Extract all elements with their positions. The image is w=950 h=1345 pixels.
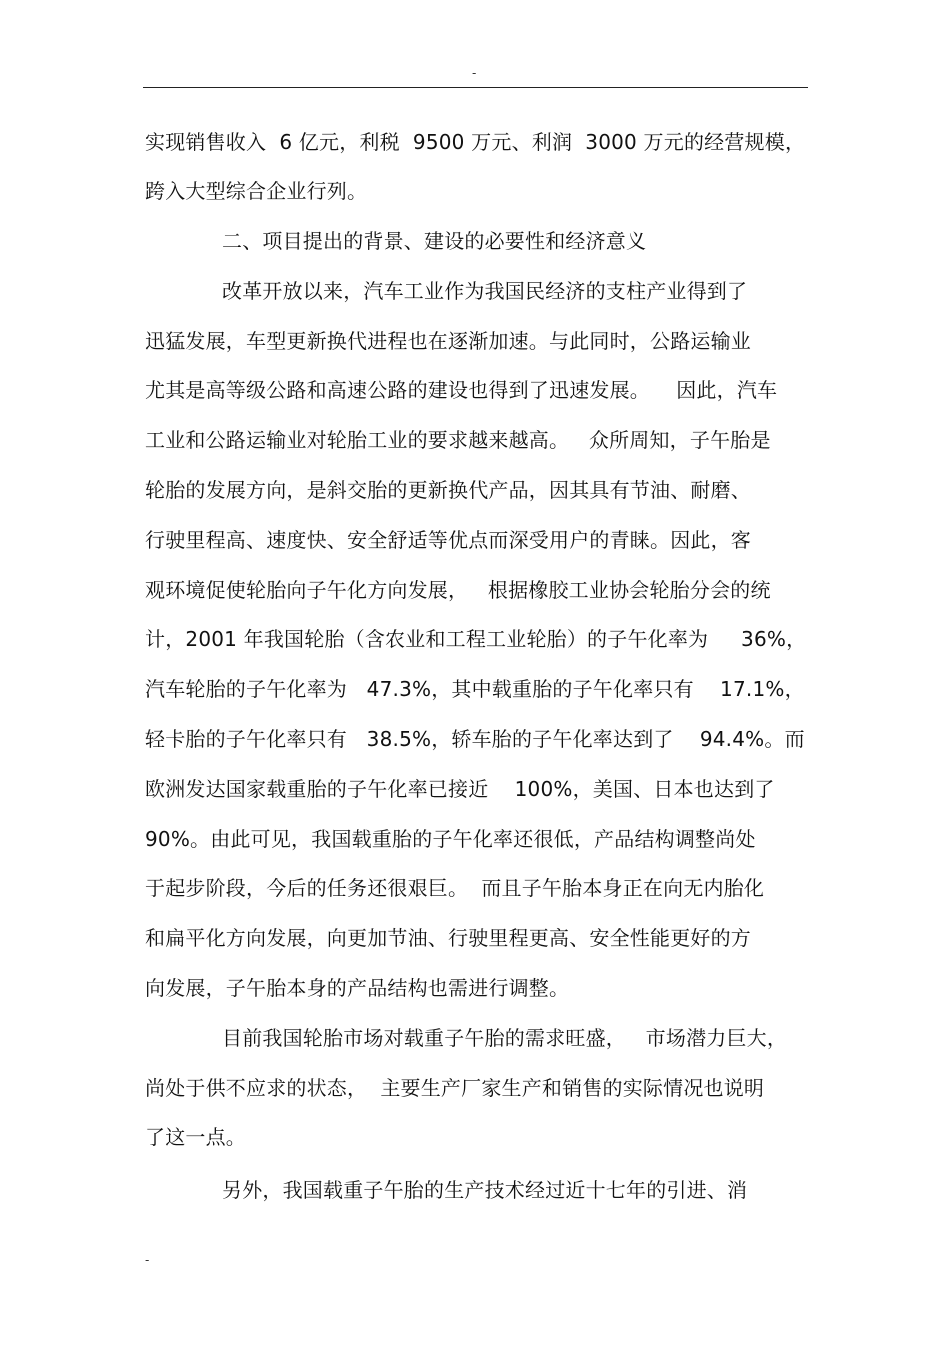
text-line: 于起步阶段，今后的任务还很艰巨。 而且子午胎本身正在向无内胎化: [145, 876, 765, 900]
text-line: 实现销售收入 6 亿元，利税 9500 万元、利润 3000 万元的经营规模，: [145, 130, 806, 154]
text-line: 向发展，子午胎本身的产品结构也需进行调整。: [145, 976, 570, 1000]
text-line: 了这一点。: [145, 1125, 246, 1149]
header-mark: -: [472, 66, 477, 80]
text-line: 另外，我国载重子午胎的生产技术经过近十七年的引进、消: [222, 1178, 748, 1202]
text-line: 轻卡胎的子午化率只有 38.5%，轿车胎的子午化率达到了 94.4%。而: [145, 727, 805, 751]
text-line: 目前我国轮胎市场对载重子午胎的需求旺盛， 市场潜力巨大，: [222, 1026, 788, 1050]
text-line: 改革开放以来，汽车工业作为我国民经济的支柱产业得到了: [222, 279, 748, 303]
text-line: 欧洲发达国家载重胎的子午化率已接近 100%，美国、日本也达到了: [145, 777, 775, 801]
text-line: 90%。由此可见，我国载重胎的子午化率还很低，产品结构调整尚处: [145, 827, 756, 851]
text-line: 计，2001 年我国轮胎（含农业和工程工业轮胎）的子午化率为 36%，: [145, 627, 807, 651]
text-line: 汽车轮胎的子午化率为 47.3%，其中载重胎的子午化率只有 17.1%，: [145, 677, 805, 701]
text-line: 和扁平化方向发展，向更加节油、行驶里程更高、安全性能更好的方: [145, 926, 751, 950]
text-line: 工业和公路运输业对轮胎工业的要求越来越高。 众所周知，子午胎是: [145, 428, 771, 452]
header-rule: [143, 87, 808, 88]
text-line: 尤其是高等级公路和高速公路的建设也得到了迅速发展。 因此，汽车: [145, 378, 778, 402]
footer-mark: -: [145, 1253, 150, 1267]
text-line: 行驶里程高、速度快、安全舒适等优点而深受用户的青睐。因此，客: [145, 528, 751, 552]
section-heading: 二、项目提出的背景、建设的必要性和经济意义: [222, 229, 647, 253]
text-line: 观环境促使轮胎向子午化方向发展， 根据橡胶工业协会轮胎分会的统: [145, 578, 771, 602]
text-line: 尚处于供不应求的状态， 主要生产厂家生产和销售的实际情况也说明: [145, 1076, 765, 1100]
text-line: 跨入大型综合企业行列。: [145, 179, 368, 203]
text-line: 迅猛发展，车型更新换代进程也在逐渐加速。与此同时，公路运输业: [145, 329, 751, 353]
text-line: 轮胎的发展方向，是斜交胎的更新换代产品，因其具有节油、耐磨、: [145, 478, 751, 502]
